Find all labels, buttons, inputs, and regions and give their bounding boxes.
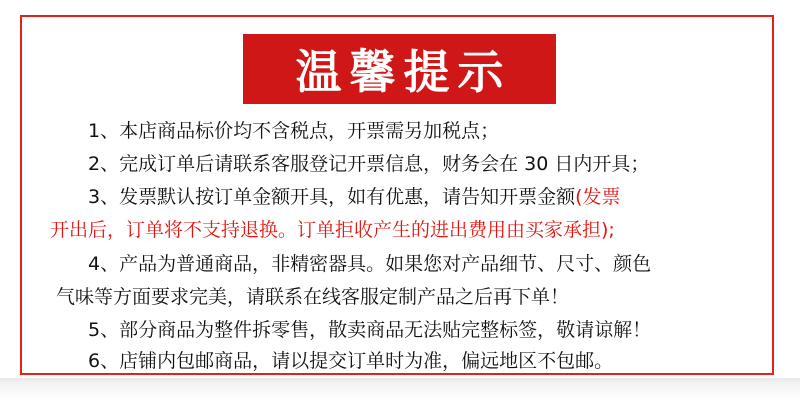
notice-line-4-continued: 气味等方面要求完美，请联系在线客服定制产品之后再下单！ — [56, 286, 570, 308]
title-banner — [243, 34, 556, 104]
notice-line-6: 6、店铺内包邮商品，请以提交订单时为准，偏远地区不包邮。 — [88, 350, 614, 372]
notice-line-3-highlight: (发票 — [575, 186, 621, 208]
bottom-shadow — [0, 378, 800, 401]
notice-line-5: 5、部分商品为整件拆零售，散卖商品无法贴完整标签，敬请谅解！ — [88, 319, 652, 341]
page-title: 温馨提示 — [295, 45, 512, 99]
notice-line-3-text: 3、发票默认按订单金额开具，如有优惠，请告知开票金额 — [88, 186, 576, 208]
notice-line-2: 2、完成订单后请联系客服登记开票信息，财务会在 30 日内开具； — [88, 153, 650, 175]
notice-line-3-continued: 开出后，订单将不支持退换。订单拒收产生的进出费用由买家承担); — [50, 219, 615, 241]
notice-line-3 — [88, 182, 621, 212]
notice-line-4: 4、产品为普通商品，非精密器具。如果您对产品细节、尺寸、颜色 — [88, 253, 652, 275]
notice-line-1: 1、本店商品标价均不含税点，开票需另加税点； — [88, 120, 500, 142]
